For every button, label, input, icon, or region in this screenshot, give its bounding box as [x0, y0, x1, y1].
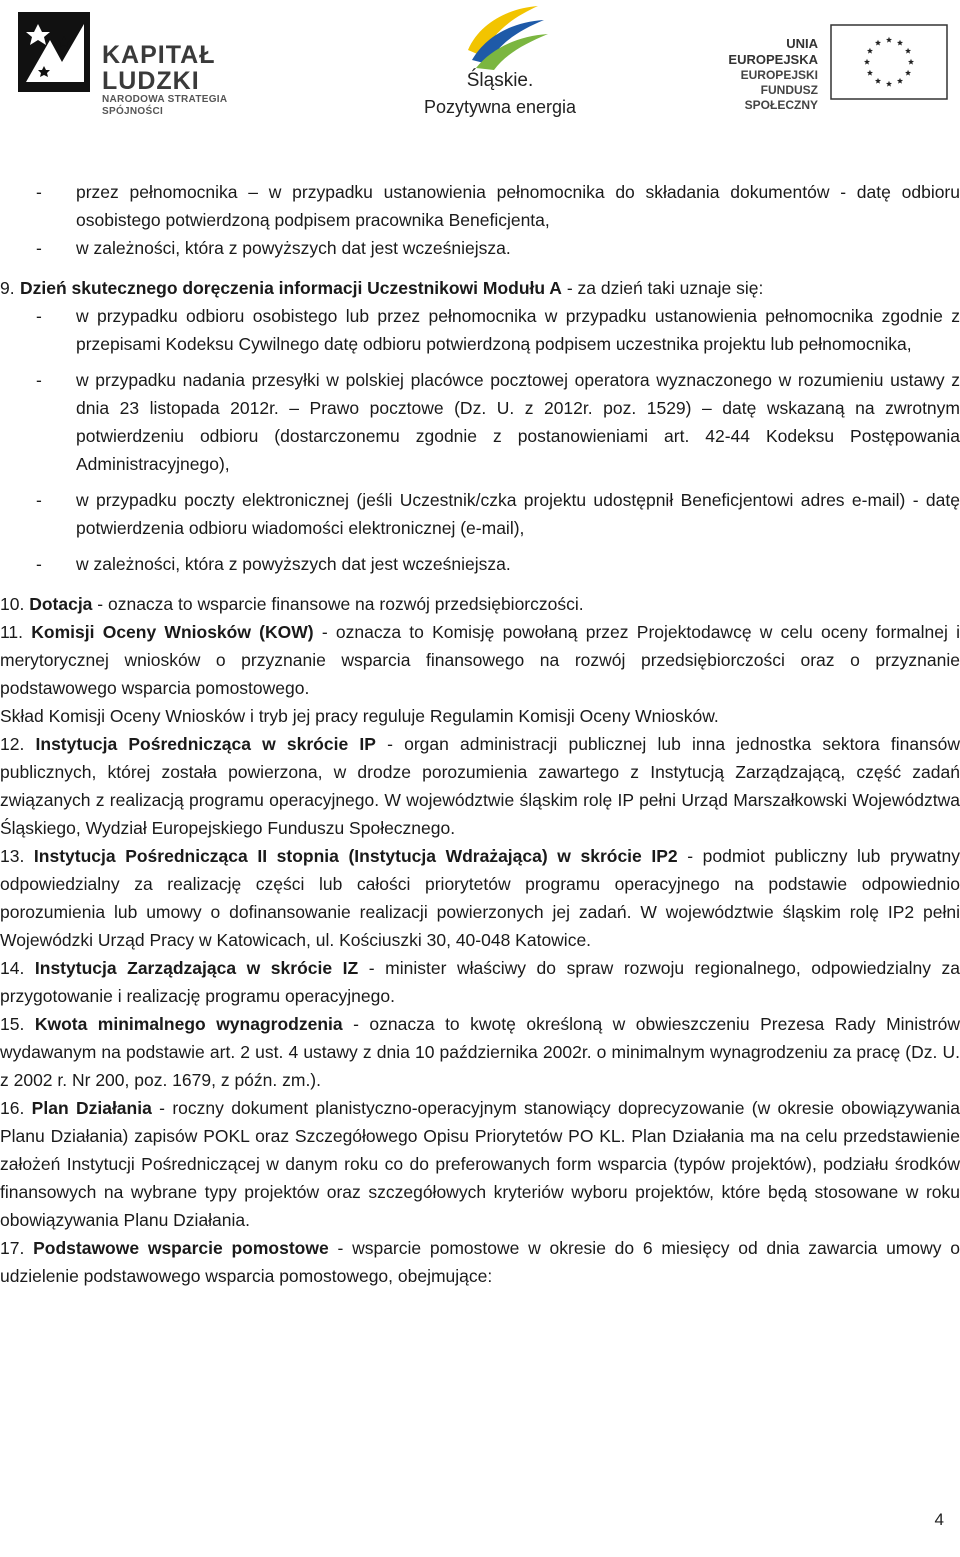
definition-15: 15. Kwota minimalnego wynagrodzenia - oznacza to kwotę określoną w obwieszczeniu Prezesa Rady Ministrów wydawanym na podstawie art. 2 ust. 4 ustawy z dnia 10 października 2002r. o minimalnym wynagrodzeniu za pracę (Dz. U. z 2002 r. Nr 200, poz. 1679, z późn. zm.). — [0, 1014, 960, 1090]
eu-flag-icon — [830, 24, 948, 100]
definition-14: 14. Instytucja Zarządzająca w skrócie IZ - minister właściwy do spraw rozwoju regionalnego, odpowiedzialny za przygotowanie i realizację programu operacyjnego. — [0, 958, 960, 1006]
page-number: 4 — [934, 1510, 944, 1529]
dash-item: - przez pełnomocnika – w przypadku ustanowienia pełnomocnika do składania dokumentów - datę odbioru osobistego potwierdzoną podpisem pracownika Beneficjenta, — [36, 182, 960, 230]
kapital-ludzki-subtitle: NARODOWA STRATEGIA SPÓJNOŚCI — [102, 94, 228, 117]
definition-10: 10. Dotacja - oznacza to wsparcie finansowe na rozwój przedsiębiorczości. — [0, 594, 584, 614]
kapital-ludzki-logo — [14, 10, 264, 117]
dash-item: - w przypadku poczty elektronicznej (jeśli Uczestnik/czka projektu udostępnił Beneficjentowi adres e-mail) - datę potwierdzenia odbioru wiadomości elektronicznej (e-mail), — [36, 490, 960, 538]
definition-9-term: Dzień skutecznego doręczenia informacji Uczestnikowi Modułu A — [20, 278, 562, 298]
definition-12: 12. Instytucja Pośrednicząca w skrócie IP - organ administracji publicznej lub inna jednostka sektora finansów publicznych, której została powierzona, w drodze porozumienia zawartego z Instytucją Zarządzającą, część zadań związanych z realizacją programu operacyjnego. W województwie śląskim rolę IP pełni Urząd Marszałkowski Województwa Śląskiego, Wydział Europejskiego Funduszu Społecznego. — [0, 734, 960, 838]
slaskie-slogan: Pozytywna energia — [423, 97, 577, 117]
dash-item: - w zależności, która z powyższych dat jest wcześniejsza. — [36, 238, 511, 258]
kapital-ludzki-title: KAPITAŁ LUDZKI — [102, 41, 216, 95]
eu-line-2: EUROPEJSKI — [740, 68, 818, 82]
eu-line-3: FUNDUSZ SPOŁECZNY — [744, 83, 818, 112]
document-body — [0, 178, 960, 1290]
definition-17: 17. Podstawowe wsparcie pomostowe - wsparcie pomostowe w okresie do 6 miesięcy od dnia zawarcia umowy o udzielenie podstawowego wsparcia pomostowego, obejmujące: — [0, 1238, 960, 1286]
eu-logo — [690, 18, 952, 112]
dash-item: - w przypadku nadania przesyłki w polskiej placówce pocztowej operatora wyznaczonego w rozumieniu ustawy z dnia 23 listopada 2012r. – Prawo pocztowe (Dz. U. z 2012r. poz. 1529) – datę wskazaną na zwrotnym potwierdzeniu odbioru (dostarczonemu zgodnie z postanowieniami art. 42-44 Kodeksu Postępowania Administracyjnego), — [36, 370, 960, 474]
slaskie-name: Śląskie. — [466, 70, 534, 91]
kapital-ludzki-emblem-icon — [14, 10, 92, 94]
dash-item: - w przypadku odbioru osobistego lub przez pełnomocnika w przypadku ustanowienia pełnomocnika zgodnie z przepisami Kodeksu Cywilnego datę odbioru potwierdzoną podpisem uczestnika projektu lub pełnomocnika, — [36, 306, 960, 354]
page-header — [0, 0, 960, 130]
dash-item: - w zależności, która z powyższych dat jest wcześniejsza. — [36, 554, 511, 574]
definition-13: 13. Instytucja Pośrednicząca II stopnia (Instytucja Wdrażająca) w skrócie IP2 - podmiot publiczny lub prywatny odpowiedzialny za realizację części lub całości priorytetów programu operacyjnego na podstawie odpowiednio porozumienia lub umowy o dofinansowanie realizacji powierzonych jej zadań. W województwie śląskim rolę IP2 pełni Wojewódzki Urząd Pracy w Katowicach, ul. Kościuszki 30, 40-048 Katowice. — [0, 846, 960, 950]
definition-11-note: Skład Komisji Oceny Wniosków i tryb jej pracy reguluje Regulamin Komisji Oceny Wniosków. — [0, 706, 719, 726]
slaskie-wave-icon — [420, 2, 580, 72]
definition-9: 9. Dzień skutecznego doręczenia informacji Uczestnikowi Modułu A - za dzień taki uznaje się: — [0, 278, 764, 298]
definition-16: 16. Plan Działania - roczny dokument planistyczno-operacyjnym stanowiący doprecyzowanie (w okresie obowiązywania Planu Działania) zapisów POKL oraz Szczegółowego Opisu Priorytetów PO KL. Plan Działania ma na celu przedstawienie założeń Instytucji Pośredniczącej w danym roku co do preferowanych form wsparcia (typów projektów), podziału środków finansowych na wybrane typy projektów oraz szczegółowych kryteriów wyboru projektów, które będą stosowane w roku obowiązywania Planu Działania. — [0, 1098, 960, 1230]
eu-line-1: UNIA EUROPEJSKA — [728, 36, 818, 67]
definition-11: 11. Komisji Oceny Wniosków (KOW) - oznacza to Komisję powołaną przez Projektodawcę w celu oceny formalnej i merytorycznej wniosków o przyznanie wsparcia finansowego na rozwój przedsiębiorczości oraz o przyznanie podstawowego wsparcia pomostowego. — [0, 622, 960, 698]
slaskie-logo — [420, 2, 580, 122]
